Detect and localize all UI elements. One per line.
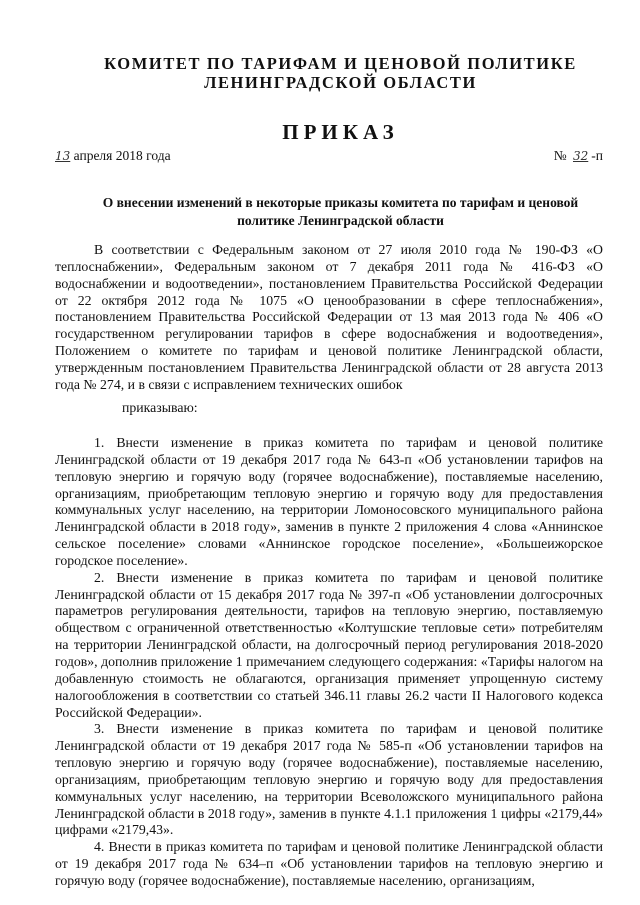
order-items [55,435,603,890]
title-line-1: О внесении изменений в некоторые приказы комитета по тарифам и ценовой [102,195,579,210]
number-value: 32 [572,149,589,163]
document-type: ПРИКАЗ [282,120,399,144]
org-line-1: КОМИТЕТ ПО ТАРИФАМ И ЦЕНОВОЙ ПОЛИТИКЕ [104,54,577,73]
document-title [78,194,603,230]
date-rest: апреля 2018 года [70,148,171,163]
organization-name [78,54,603,92]
number-suffix: -п [591,148,603,163]
order-item-3: 3. Внести изменение в приказ комитета по тарифам и ценовой политике Ленинградской области от 19 декабря 2017 года № 585-п «Об установлении тарифов на тепловую энергию и горячую воду (горячее водоснабжение), поставляемые населению, организациям, приобретающим тепловую энергию и горячую воду для предоставления коммунальных услуг населению, на территории Всеволожского муниципального района Ленинградской области в 2018 году», заменив в пункте 4.1.1 приложения 1 цифры «2179,44» цифрами «2179,43». [55,721,603,838]
preamble-text: В соответствии с Федеральным законом от 27 июля 2010 года № 190-ФЗ «О теплоснабжении», Федеральным законом от 7 декабря 2011 года № 416-ФЗ «О водоснабжении и водоотведении», постановлением Правительства Российской Федерации от 22 октября 2012 года № 1075 «О ценообразовании в сфере теплоснабжения», постановлением Правительства Российской Федерации от 13 мая 2013 года № 406 «О государственном регулировании тарифов в сфере водоснабжения и водоотведения», Положением о комитете по тарифам и ценовой политике Ленинградской области, утвержденным постановлением Правительства Ленинградской области от 28 августа 2013 года № 274, и в связи с исправлением технических ошибок [55,242,603,392]
order-word-text: приказываю: [122,400,198,415]
document-number [554,148,603,164]
title-line-2: политике Ленинградской области [237,213,444,228]
order-word [55,400,198,416]
order-item-1: 1. Внести изменение в приказ комитета по тарифам и ценовой политике Ленинградской области от 19 декабря 2017 года № 643-п «Об установлении тарифов на тепловую энергию и горячую воду (горячее водоснабжение), поставляемые населению, организациям, приобретающим тепловую энергию и горячую воду для предоставления коммунальных услуг населению, на территории Ломоносовского муниципального района Ленинградской области в 2018 году», заменив в пункте 2 приложения 4 слова «Аннинское сельское поселение» словами «Аннинское городское поселение», «Большеижорское городское поселение». [55,435,603,568]
number-prefix: № [553,148,567,163]
document-date [55,148,171,164]
org-line-2: ЛЕНИНГРАДСКОЙ ОБЛАСТИ [204,73,477,92]
preamble [55,242,603,394]
date-day: 13 [55,149,71,163]
order-item-2: 2. Внести изменение в приказ комитета по тарифам и ценовой политике Ленинградской области от 15 декабря 2017 года № 397-п «Об установлении долгосрочных параметров регулирования деятельности, тарифов на тепловую энергию, поставляемую обществом с ограниченной ответственностью «Колтушские тепловые сети» потребителям на территории Ленинградской области, на долгосрочный период регулирования 2018-2020 годов», дополнив приложение 1 примечанием следующего содержания: «Тарифы налогом на добавленную стоимость не облагаются, организация применяет упрощенную систему налогообложения в соответствии со статьей 346.11 главы 26.2 части II Налогового кодекса Российской Федерации». [55,569,603,720]
order-item-4: 4. Внести в приказ комитета по тарифам и ценовой политике Ленинградской области от 19 декабря 2017 года № 634–п «Об установлении тарифов на тепловую энергию и горячую воду (горячее водоснабжение), поставляемые населению, организациям, [55,839,603,888]
